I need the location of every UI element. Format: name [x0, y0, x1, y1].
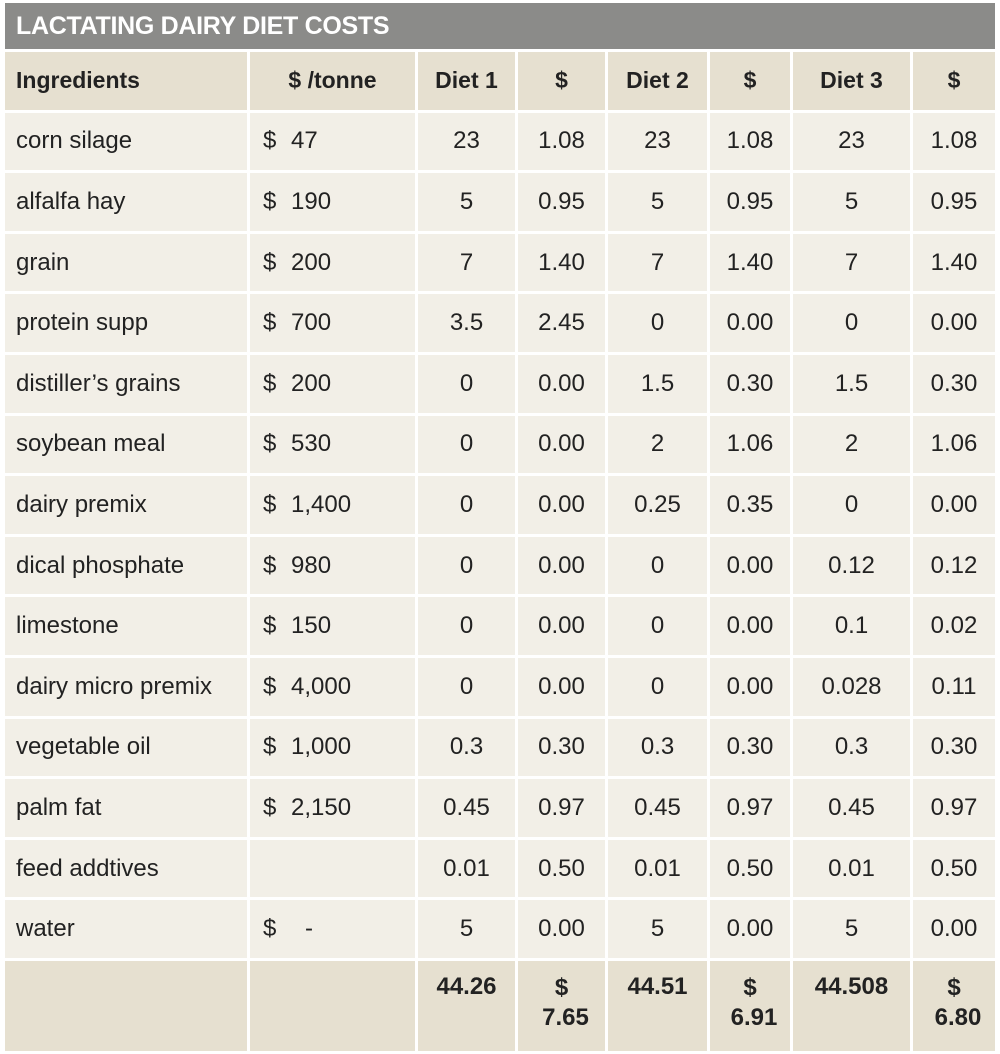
- price-value: -: [305, 915, 313, 943]
- diet-1-amount: 0: [418, 597, 515, 655]
- diet-2-amount: 0: [608, 597, 707, 655]
- price-value: 1,000: [291, 733, 352, 761]
- diet-2-amount: 0: [608, 658, 707, 716]
- total-diet-3-cost: [913, 961, 995, 1051]
- diet-1-cost: 0.00: [518, 597, 605, 655]
- currency-symbol: $: [263, 309, 277, 337]
- diet-3-cost: 0.00: [913, 294, 995, 352]
- diet-3-cost: 0.97: [913, 779, 995, 837]
- diet-1-amount: 7: [418, 234, 515, 292]
- diet-3-cost: 1.08: [913, 113, 995, 171]
- ingredient-price: [250, 537, 415, 595]
- diet-2-cost: 0.00: [710, 294, 790, 352]
- diet-1-cost: 0.00: [518, 658, 605, 716]
- header-diet-1-cost: $: [518, 52, 605, 110]
- diet-cost-table-panel: [5, 3, 995, 1054]
- diet-1-amount: 0: [418, 355, 515, 413]
- total-cost-value: 7.65: [542, 1003, 589, 1031]
- diet-1-amount: 0.01: [418, 840, 515, 898]
- diet-2-amount: 0.3: [608, 719, 707, 777]
- table-row: [5, 840, 995, 898]
- diet-2-cost: 0.00: [710, 597, 790, 655]
- diet-2-amount: 1.5: [608, 355, 707, 413]
- table-row: [5, 779, 995, 837]
- total-diet-3-amount: 44.508: [793, 961, 910, 1051]
- total-cost-value: 6.80: [934, 1003, 982, 1031]
- diet-3-cost: 0.30: [913, 719, 995, 777]
- currency-symbol: $: [263, 187, 277, 215]
- header-diet-3: Diet 3: [793, 52, 910, 110]
- diet-3-cost: 0.30: [913, 355, 995, 413]
- ingredient-price: [250, 234, 415, 292]
- price-value: 47: [291, 127, 318, 155]
- diet-2-amount: 5: [608, 173, 707, 231]
- header-diet-3-cost: $: [913, 52, 995, 110]
- diet-2-cost: 0.00: [710, 537, 790, 595]
- diet-3-amount: 1.5: [793, 355, 910, 413]
- table-row: [5, 234, 995, 292]
- totals-row: [5, 961, 995, 1051]
- table-row: [5, 476, 995, 534]
- price-value: 150: [291, 612, 332, 640]
- diet-2-cost: 0.00: [710, 900, 790, 958]
- diet-2-cost: 1.40: [710, 234, 790, 292]
- diet-1-cost: 0.00: [518, 537, 605, 595]
- price-value: 980: [291, 551, 332, 579]
- ingredient-name: dairy micro premix: [5, 658, 247, 716]
- diet-2-cost: 0.95: [710, 173, 790, 231]
- currency-symbol: $: [743, 973, 757, 1001]
- ingredient-name: distiller’s grains: [5, 355, 247, 413]
- total-diet-1-cost: [518, 961, 605, 1051]
- currency-symbol: $: [263, 248, 277, 276]
- ingredient-name: dairy premix: [5, 476, 247, 534]
- diet-1-cost: 0.97: [518, 779, 605, 837]
- diet-1-amount: 5: [418, 173, 515, 231]
- total-cost-value: 6.91: [730, 1003, 778, 1031]
- totals-price-empty: [250, 961, 415, 1051]
- diet-1-cost: 0.00: [518, 476, 605, 534]
- diet-3-cost: 0.95: [913, 173, 995, 231]
- price-value: 2,150: [291, 793, 352, 821]
- diet-3-cost: 0.00: [913, 900, 995, 958]
- header-diet-1: Diet 1: [418, 52, 515, 110]
- ingredient-name: vegetable oil: [5, 719, 247, 777]
- ingredient-price: [250, 173, 415, 231]
- price-value: 190: [291, 187, 332, 215]
- ingredient-name: dical phosphate: [5, 537, 247, 595]
- table-row: [5, 294, 995, 352]
- diet-2-cost: 1.08: [710, 113, 790, 171]
- diet-3-amount: 0.45: [793, 779, 910, 837]
- currency-symbol: $: [263, 551, 277, 579]
- currency-symbol: $: [947, 973, 961, 1001]
- diet-3-amount: 0.01: [793, 840, 910, 898]
- currency-symbol: $: [263, 733, 277, 761]
- diet-1-amount: 5: [418, 900, 515, 958]
- header-diet-2: Diet 2: [608, 52, 707, 110]
- header-row: [5, 52, 995, 110]
- currency-symbol: $: [263, 915, 277, 943]
- price-value: 200: [291, 369, 332, 397]
- diet-2-amount: 0: [608, 537, 707, 595]
- diet-3-amount: 5: [793, 900, 910, 958]
- currency-symbol: $: [263, 672, 277, 700]
- diet-2-amount: 0.45: [608, 779, 707, 837]
- diet-2-amount: 2: [608, 416, 707, 474]
- table-row: [5, 597, 995, 655]
- diet-1-amount: 0: [418, 476, 515, 534]
- ingredient-price: [250, 719, 415, 777]
- diet-3-amount: 0: [793, 476, 910, 534]
- diet-1-cost: 2.45: [518, 294, 605, 352]
- currency-symbol: $: [263, 793, 277, 821]
- table-title: LACTATING DAIRY DIET COSTS: [5, 3, 995, 49]
- price-value: 700: [291, 309, 332, 337]
- diet-2-cost: 0.30: [710, 355, 790, 413]
- diet-2-cost: 1.06: [710, 416, 790, 474]
- currency-symbol: $: [263, 127, 277, 155]
- diet-1-cost: 0.95: [518, 173, 605, 231]
- table-row: [5, 416, 995, 474]
- diet-3-amount: 0.1: [793, 597, 910, 655]
- ingredient-name: limestone: [5, 597, 247, 655]
- diet-1-amount: 3.5: [418, 294, 515, 352]
- diet-3-amount: 0.028: [793, 658, 910, 716]
- diet-2-amount: 0: [608, 294, 707, 352]
- ingredient-price: [250, 294, 415, 352]
- currency-symbol: $: [263, 490, 277, 518]
- diet-1-amount: 0: [418, 416, 515, 474]
- diet-cost-table: [2, 49, 998, 1054]
- ingredient-name: protein supp: [5, 294, 247, 352]
- diet-2-amount: 5: [608, 900, 707, 958]
- diet-1-amount: 0.45: [418, 779, 515, 837]
- diet-2-amount: 0.25: [608, 476, 707, 534]
- diet-1-cost: 0.00: [518, 355, 605, 413]
- diet-3-amount: 5: [793, 173, 910, 231]
- price-value: 1,400: [291, 490, 352, 518]
- table-row: [5, 658, 995, 716]
- ingredient-price: [250, 779, 415, 837]
- total-diet-2-amount: 44.51: [608, 961, 707, 1051]
- currency-symbol: $: [263, 612, 277, 640]
- ingredient-name: water: [5, 900, 247, 958]
- ingredient-price: [250, 900, 415, 958]
- diet-3-amount: 0.12: [793, 537, 910, 595]
- diet-1-cost: 0.50: [518, 840, 605, 898]
- diet-1-cost: 0.00: [518, 416, 605, 474]
- ingredient-price: [250, 476, 415, 534]
- diet-1-cost: 1.40: [518, 234, 605, 292]
- ingredient-price: [250, 355, 415, 413]
- price-value: 530: [291, 430, 332, 458]
- ingredient-price: [250, 597, 415, 655]
- diet-1-amount: 0: [418, 537, 515, 595]
- ingredient-name: palm fat: [5, 779, 247, 837]
- diet-3-amount: 7: [793, 234, 910, 292]
- diet-1-cost: 0.00: [518, 900, 605, 958]
- ingredient-name: soybean meal: [5, 416, 247, 474]
- diet-2-cost: 0.50: [710, 840, 790, 898]
- ingredient-price: [250, 113, 415, 171]
- ingredient-name: alfalfa hay: [5, 173, 247, 231]
- header-price-per-tonne: $ /tonne: [250, 52, 415, 110]
- header-ingredients: Ingredients: [5, 52, 247, 110]
- currency-symbol: $: [554, 973, 569, 1001]
- table-row: [5, 537, 995, 595]
- totals-label-empty: [5, 961, 247, 1051]
- ingredient-name: feed addtives: [5, 840, 247, 898]
- total-diet-2-cost: [710, 961, 790, 1051]
- diet-3-amount: 0: [793, 294, 910, 352]
- total-diet-1-amount: 44.26: [418, 961, 515, 1051]
- ingredient-name: corn silage: [5, 113, 247, 171]
- table-row: [5, 173, 995, 231]
- diet-3-cost: 0.12: [913, 537, 995, 595]
- diet-3-cost: 0.11: [913, 658, 995, 716]
- diet-3-amount: 0.3: [793, 719, 910, 777]
- diet-2-amount: 0.01: [608, 840, 707, 898]
- diet-1-amount: 0.3: [418, 719, 515, 777]
- diet-3-amount: 2: [793, 416, 910, 474]
- diet-2-cost: 0.00: [710, 658, 790, 716]
- ingredient-price: [250, 658, 415, 716]
- diet-2-amount: 7: [608, 234, 707, 292]
- ingredient-name: grain: [5, 234, 247, 292]
- diet-2-cost: 0.30: [710, 719, 790, 777]
- currency-symbol: $: [263, 369, 277, 397]
- price-value: 4,000: [291, 672, 352, 700]
- table-row: [5, 900, 995, 958]
- diet-1-amount: 0: [418, 658, 515, 716]
- price-value: 200: [291, 248, 332, 276]
- diet-3-amount: 23: [793, 113, 910, 171]
- currency-symbol: $: [263, 430, 277, 458]
- ingredient-price: [250, 840, 415, 898]
- diet-2-cost: 0.35: [710, 476, 790, 534]
- diet-2-amount: 23: [608, 113, 707, 171]
- ingredient-price: [250, 416, 415, 474]
- header-diet-2-cost: $: [710, 52, 790, 110]
- diet-3-cost: 0.02: [913, 597, 995, 655]
- table-row: [5, 719, 995, 777]
- diet-3-cost: 1.06: [913, 416, 995, 474]
- diet-1-amount: 23: [418, 113, 515, 171]
- diet-3-cost: 0.50: [913, 840, 995, 898]
- diet-3-cost: 0.00: [913, 476, 995, 534]
- diet-2-cost: 0.97: [710, 779, 790, 837]
- table-row: [5, 113, 995, 171]
- diet-1-cost: 0.30: [518, 719, 605, 777]
- diet-3-cost: 1.40: [913, 234, 995, 292]
- table-row: [5, 355, 995, 413]
- diet-1-cost: 1.08: [518, 113, 605, 171]
